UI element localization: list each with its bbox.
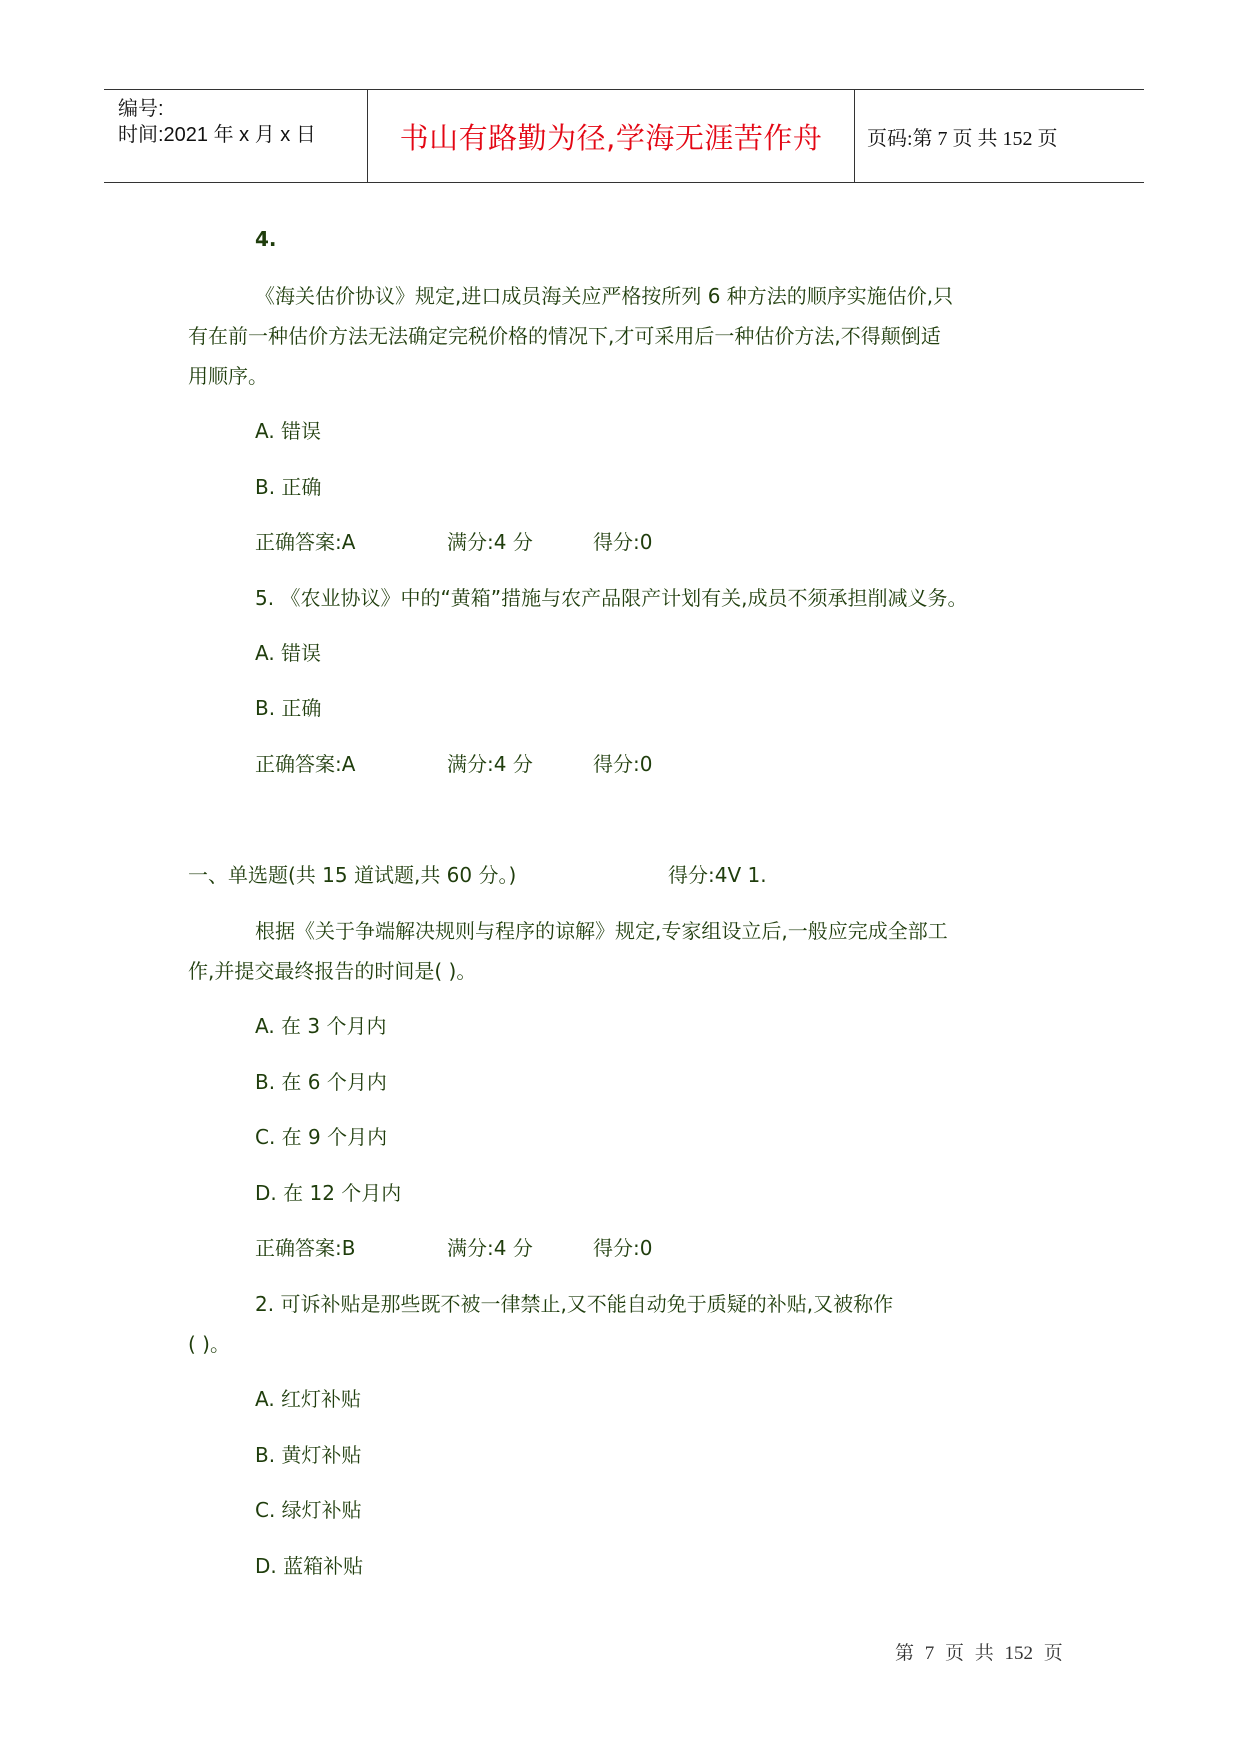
- q4-score: 得分:0: [593, 530, 653, 554]
- s1-full-score: 满分:4 分: [447, 1236, 533, 1260]
- q5-option-b: B. 正确: [255, 696, 322, 720]
- section-heading: [188, 859, 767, 888]
- q5-score: 得分:0: [593, 752, 653, 776]
- s1-answer-row: [255, 1232, 652, 1261]
- s2-option-c: C. 绿灯补贴: [255, 1498, 362, 1522]
- s2-option-d: D. 蓝箱补贴: [255, 1554, 364, 1578]
- section-title: 一、单选题(共 15 道试题,共 60 分。): [188, 863, 517, 887]
- q5-full-score: 满分:4 分: [447, 752, 533, 776]
- page-header: [104, 89, 1144, 183]
- s1-option-b: B. 在 6 个月内: [255, 1070, 387, 1094]
- q4-option-b: B. 正确: [255, 475, 322, 499]
- q4-text-line1: 《海关估价协议》规定,进口成员海关应严格按所列 6 种方法的顺序实施估价,只: [255, 284, 954, 308]
- q4-full-score: 满分:4 分: [447, 530, 533, 554]
- q4-option-a: A. 错误: [255, 419, 322, 443]
- s2-text-line2: ( )。: [188, 1332, 230, 1356]
- s1-text-line2: 作,并提交最终报告的时间是( )。: [188, 959, 477, 983]
- q4-number: 4.: [255, 227, 277, 251]
- q5-answer-row: [255, 748, 652, 777]
- q4-answer-row: [255, 526, 652, 555]
- q4-text-line3: 用顺序。: [188, 364, 268, 388]
- s1-option-a: A. 在 3 个月内: [255, 1014, 387, 1038]
- s1-text-line1: 根据《关于争端解决规则与程序的谅解》规定,专家组设立后,一般应完成全部工: [255, 919, 948, 943]
- header-meta-cell: [104, 90, 368, 182]
- s2-option-b: B. 黄灯补贴: [255, 1443, 362, 1467]
- q4-text-line2: 有在前一种估价方法无法确定完税价格的情况下,才可采用后一种估价方法,不得颠倒适: [188, 324, 941, 348]
- page-footer: 第 7 页 共 152 页: [895, 1643, 1063, 1664]
- s1-score: 得分:0: [593, 1236, 653, 1260]
- s2-option-a: A. 红灯补贴: [255, 1387, 362, 1411]
- s1-option-c: C. 在 9 个月内: [255, 1125, 388, 1149]
- s1-option-d: D. 在 12 个月内: [255, 1181, 402, 1205]
- s2-text-line1: 2. 可诉补贴是那些既不被一律禁止,又不能自动免于质疑的补贴,又被称作: [255, 1292, 894, 1316]
- section-score: 得分:4V 1.: [668, 863, 767, 887]
- motto-text: 书山有路勤为径,学海无涯苦作舟: [399, 120, 823, 155]
- serial-label: 编号:: [118, 98, 164, 120]
- header-motto-cell: [368, 90, 855, 182]
- header-page-cell: [855, 90, 1144, 182]
- q5-option-a: A. 错误: [255, 641, 322, 665]
- s1-answer: 正确答案:B: [255, 1236, 356, 1260]
- header-page-info: 页码:第 7 页 共 152 页: [867, 127, 1058, 150]
- time-label: 时间:2021 年 x 月 x 日: [118, 124, 316, 146]
- q4-answer: 正确答案:A: [255, 530, 356, 554]
- q5-answer: 正确答案:A: [255, 752, 356, 776]
- q5-text: 5. 《农业协议》中的“黄箱”措施与农产品限产计划有关,成员不须承担削减义务。: [255, 586, 968, 610]
